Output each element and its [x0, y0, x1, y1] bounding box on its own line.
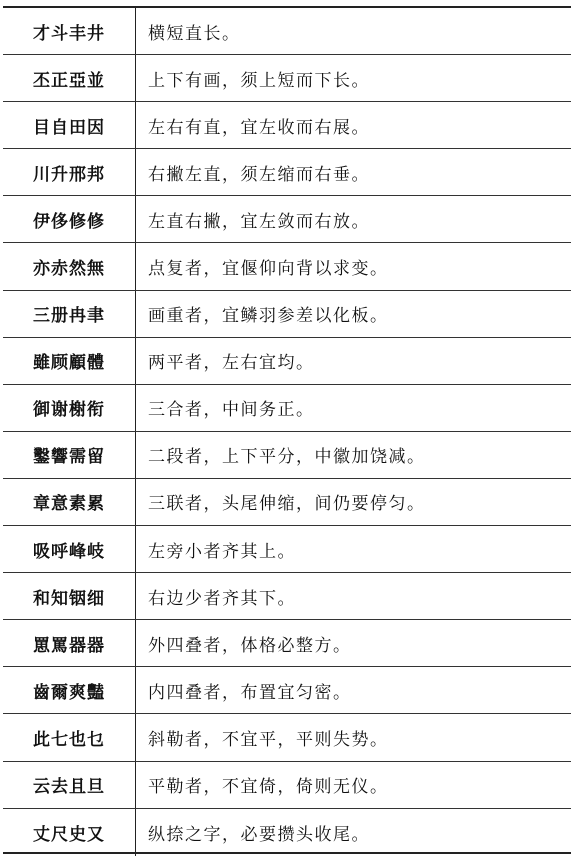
- table-row: [3, 102, 571, 149]
- structure-rule: 内四叠者，布置宜匀密。: [148, 682, 352, 703]
- structure-rule: 右边少者齐其下。: [148, 588, 296, 609]
- table-row: [3, 762, 571, 809]
- table-row: [3, 338, 571, 385]
- table-row: [3, 149, 571, 196]
- table-row: [3, 385, 571, 432]
- table-row: [3, 432, 571, 479]
- structure-rule: 纵捺之字，必要攒头收尾。: [148, 824, 370, 845]
- example-characters: 丈尺史又: [3, 809, 136, 856]
- table-row: [3, 243, 571, 290]
- example-characters: 鑿響需留: [3, 432, 136, 478]
- structure-rule: 三合者，中间务正。: [148, 400, 315, 421]
- structure-rule: 点复者，宜偃仰向背以求变。: [148, 259, 389, 280]
- example-characters: 齒爾爽豔: [3, 667, 136, 713]
- structure-rule: 左直右撇，宜左敛而右放。: [148, 211, 370, 232]
- table-row: [3, 714, 571, 761]
- example-characters: 罳罵器器: [3, 620, 136, 666]
- table-row: [3, 526, 571, 573]
- structure-rule: 两平者，左右宜均。: [148, 353, 315, 374]
- example-characters: 和知铟细: [3, 573, 136, 619]
- example-characters: 目自田因: [3, 102, 136, 148]
- table-row: [3, 291, 571, 338]
- table-row: [3, 809, 571, 856]
- example-characters: 丕正亞並: [3, 55, 136, 101]
- example-characters: 才斗丰井: [3, 8, 136, 54]
- structure-rule: 平勒者，不宜倚，倚则无仪。: [148, 777, 389, 798]
- example-characters: 云去且旦: [3, 762, 136, 808]
- example-characters: 雖顾顧體: [3, 338, 136, 384]
- example-characters: 三册冉聿: [3, 291, 136, 337]
- structure-rule: 左旁小者齐其上。: [148, 541, 296, 562]
- structure-rule: 二段者，上下平分，中徽加饶减。: [148, 447, 426, 468]
- table-row: [3, 573, 571, 620]
- table-row: [3, 55, 571, 102]
- example-characters: 此七也乜: [3, 714, 136, 760]
- example-characters: 伊侈修修: [3, 196, 136, 242]
- example-characters: 御谢榭衔: [3, 385, 136, 431]
- structure-rule: 外四叠者，体格必整方。: [148, 635, 352, 656]
- example-characters: 章意素累: [3, 479, 136, 525]
- table-row: [3, 8, 571, 55]
- example-characters: 川升邢邦: [3, 149, 136, 195]
- example-characters: 亦赤然無: [3, 243, 136, 289]
- structure-rule: 斜勒者，不宜平，平则失势。: [148, 729, 389, 750]
- table-row: [3, 479, 571, 526]
- structure-rule: 三联者，头尾伸缩，间仍要停匀。: [148, 494, 426, 515]
- structure-rule: 横短直长。: [148, 23, 241, 44]
- structure-rule: 右撇左直，须左缩而右垂。: [148, 164, 370, 185]
- structure-rule: 左右有直，宜左收而右展。: [148, 117, 370, 138]
- table-row: [3, 620, 571, 667]
- character-rules-table: [3, 6, 571, 854]
- structure-rule: 上下有画，须上短而下长。: [148, 70, 370, 91]
- example-characters: 吸呼峰岐: [3, 526, 136, 572]
- structure-rule: 画重者，宜鳞羽参差以化板。: [148, 306, 389, 327]
- table-row: [3, 196, 571, 243]
- table-row: [3, 667, 571, 714]
